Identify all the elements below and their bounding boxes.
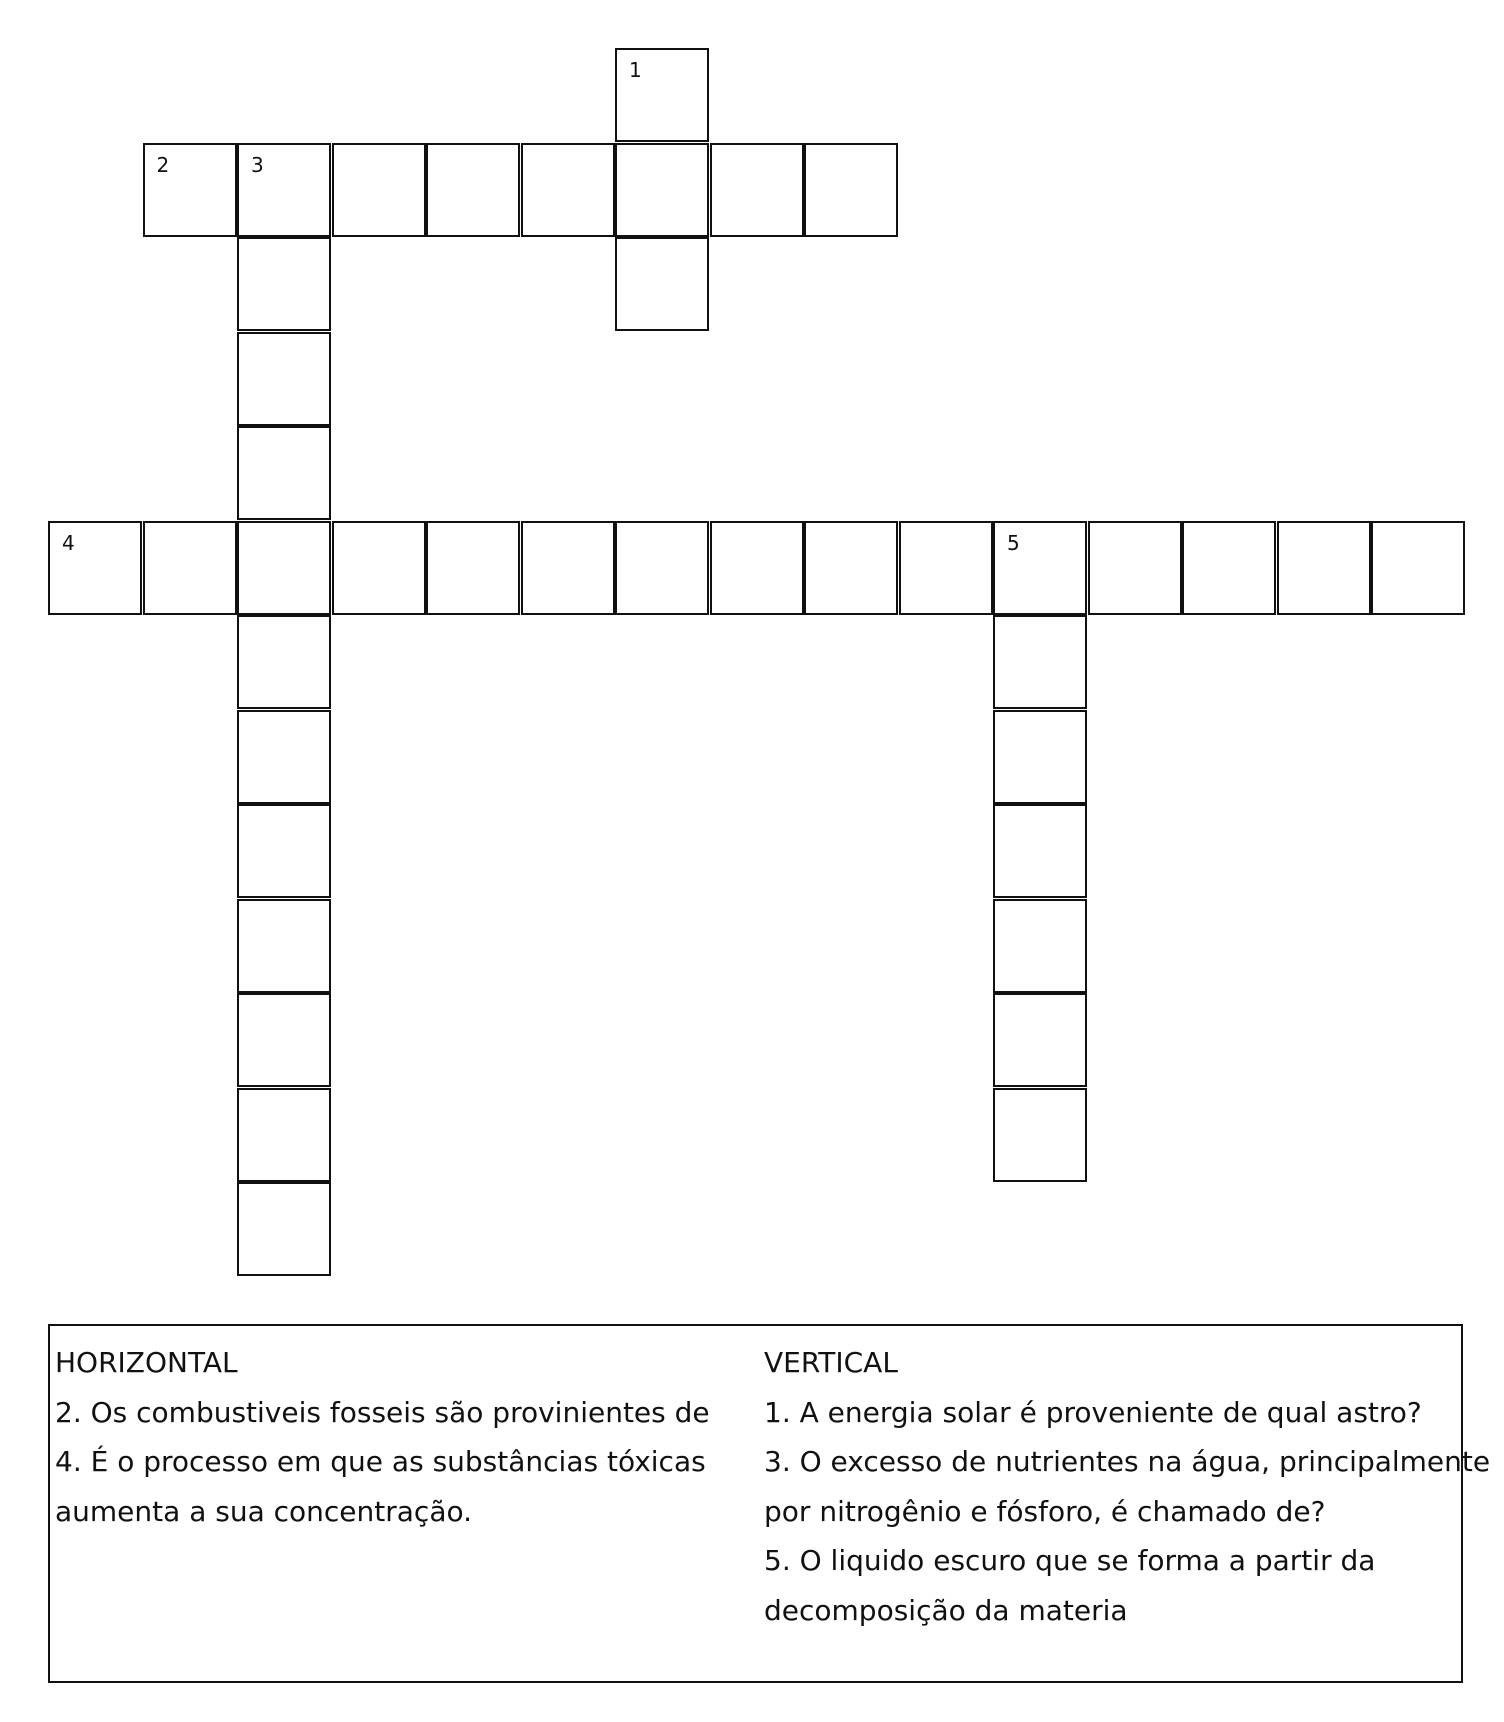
crossword-cell[interactable] (332, 521, 426, 615)
clue-line: 1. A energia solar é proveniente de qual astro? (764, 1395, 1422, 1429)
clue-line: por nitrogênio e fósforo, é chamado de? (764, 1494, 1326, 1528)
clue-line: 4. É o processo em que as substâncias tóxicas (55, 1445, 706, 1478)
crossword-cell[interactable] (237, 1182, 331, 1276)
crossword-cell[interactable] (521, 143, 615, 237)
clue-number: 2 (156, 152, 170, 177)
crossword-cell[interactable] (521, 521, 615, 615)
crossword-cell[interactable] (1088, 521, 1182, 615)
clues-box (48, 1324, 1491, 1683)
crossword-cell[interactable] (237, 804, 331, 898)
crossword-cell[interactable] (993, 899, 1087, 993)
crossword-cell[interactable] (804, 143, 898, 237)
clue-number: 3 (251, 152, 264, 177)
clue-number: 1 (629, 58, 642, 82)
crossword-cell[interactable] (993, 615, 1087, 709)
crossword-cell[interactable] (710, 143, 804, 237)
crossword-cell[interactable] (237, 993, 331, 1087)
crossword-cell[interactable] (993, 1088, 1087, 1182)
crossword-cell[interactable] (804, 521, 898, 615)
crossword-cell[interactable] (993, 993, 1087, 1087)
crossword-cell[interactable] (615, 48, 709, 142)
crossword-cell[interactable] (615, 237, 709, 331)
clue-line: aumenta a sua concentração. (55, 1494, 473, 1528)
clue-line: 3. O excesso de nutrientes na água, principalmente (764, 1445, 1491, 1478)
crossword-cell[interactable] (426, 521, 520, 615)
crossword-cell[interactable] (615, 521, 709, 615)
horizontal-clues (55, 1338, 755, 1536)
crossword-cell[interactable] (1182, 521, 1276, 615)
clue-number: 4 (62, 530, 75, 555)
crossword-cell[interactable] (993, 710, 1087, 804)
crossword-cell[interactable] (1277, 521, 1371, 615)
crossword-cell[interactable] (237, 143, 331, 237)
crossword-cell[interactable] (899, 521, 993, 615)
crossword-cell[interactable] (237, 521, 331, 615)
clue-line: 2. Os combustiveis fosseis são provinientes de (55, 1395, 710, 1429)
crossword-cell[interactable] (237, 237, 331, 331)
crossword-cell[interactable] (993, 804, 1087, 898)
crossword-cell[interactable] (143, 521, 237, 615)
crossword-cell[interactable] (237, 899, 331, 993)
crossword-cell[interactable] (237, 710, 331, 804)
horizontal-clues-title: HORIZONTAL (55, 1346, 238, 1379)
crossword-cell[interactable] (426, 143, 520, 237)
crossword-cell[interactable] (237, 426, 331, 520)
crossword-cell[interactable] (332, 143, 426, 237)
clue-line: 5. O liquido escuro que se forma a partir da (764, 1544, 1376, 1577)
crossword-cell[interactable] (237, 615, 331, 709)
crossword-cell[interactable] (48, 521, 142, 615)
crossword-cell[interactable] (143, 143, 237, 237)
vertical-clues-title: VERTICAL (764, 1346, 898, 1379)
crossword-cell[interactable] (615, 143, 709, 237)
crossword-cell[interactable] (1371, 521, 1465, 615)
clue-line: decomposição da materia (764, 1593, 1128, 1627)
crossword-cell[interactable] (237, 1088, 331, 1182)
vertical-clues (764, 1338, 1491, 1635)
crossword-cell[interactable] (237, 332, 331, 426)
clue-number: 5 (1007, 530, 1020, 555)
crossword-cell[interactable] (710, 521, 804, 615)
crossword-cell[interactable] (993, 521, 1087, 615)
